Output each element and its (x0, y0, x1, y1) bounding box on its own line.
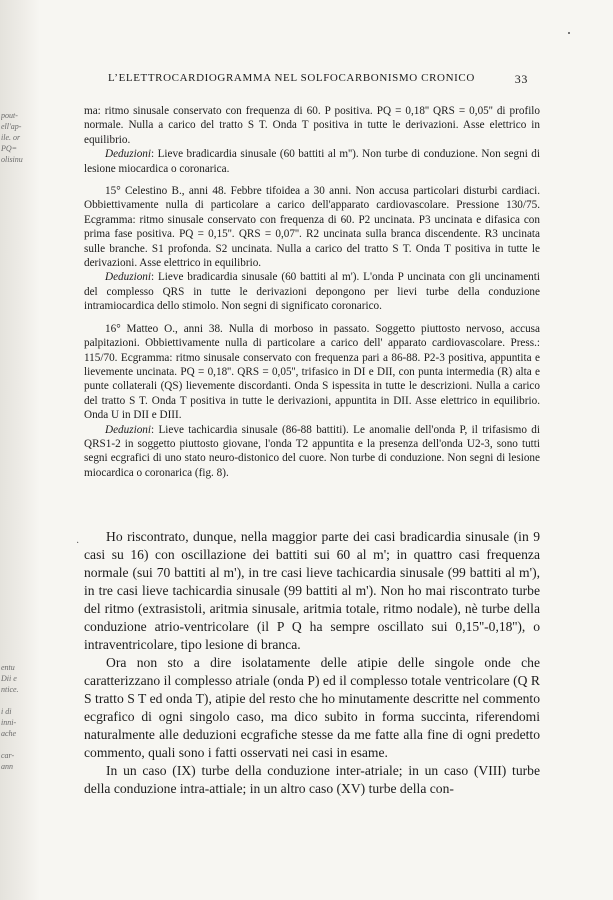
margin-fragment: inni- (1, 718, 17, 727)
margin-fragment: car- (1, 751, 15, 760)
speck (568, 32, 570, 34)
margin-fragment (1, 695, 35, 706)
deduction-label: Deduzioni (105, 271, 151, 284)
margin-fragment (1, 739, 35, 750)
margin-fragment: i di (1, 707, 12, 716)
deduction-paragraph (84, 270, 540, 313)
case-paragraph: 15° Celestino B., anni 48. Febbre tifoidea a 30 anni. Non accusa particolari disturbi cardiaci. Obbiettivamente nulla di particolare a carico dell'apparato cardiovascolare. Pressione 130/75. Ecgramma: ritmo sinusale conservato con frequenza di 60. P2 uncinata. P3 uncinata e difasica con prima fase positiva. PQ = 0,15''. QRS = 0,07''. R2 uncinata sulla branca discendente. R3 uncinata sulle branche. S1 profonda. S2 uncinata. Nulla a carico del tratto S T. Onda T positiva in tutte le derivazioni. Asse elettrico in equilibrio. (84, 185, 540, 270)
margin-mark: · (76, 538, 80, 549)
margin-fragment: entu (1, 663, 15, 672)
report-paragraph: ma: ritmo sinusale conservato con frequenza di 60. P positiva. PQ = 0,18'' QRS = 0,05'' di profilo normale. Nulla a carico del tratto S T. Onda T positiva in tutte le derivazioni. Asse elettrico in equilibrio. (84, 105, 540, 146)
margin-fragment: olisinu (1, 155, 23, 164)
deduction-paragraph (84, 147, 540, 176)
margin-fragment: Dii e (1, 674, 17, 683)
deduction-text: : Lieve bradicardia sinusale (60 battiti al m''). Non turbe di conduzione. Non segni di lesione miocardica o coronarica. (84, 148, 540, 175)
deduction-label: Deduzioni (105, 423, 151, 436)
body-paragraph: Ora non sto a dire isolatamente delle atipie delle singole onde che caratterizzano il complesso atriale (onda P) ed il complesso totale ventricolare (Q R S tratto S T ed onda T), atipie del resto che ho minutamente descritte nel commento ecgrafico di ogni singolo caso, ma dico subito in forma succinta, riferendomi naturalmente alle deduzioni ecgrafiche stesse da me fatte alla fine di ogni predetto commento, quali sono i fatti osservati nei casi in esame. (84, 655, 540, 760)
margin-bleed-top (1, 110, 35, 165)
body-paragraph: In un caso (IX) turbe della conduzione inter-atriale; in un caso (VIII) turbe della conduzione intra-attiale; in un altro caso (XV) turbe della con- (84, 763, 540, 796)
body-paragraph: Ho riscontrato, dunque, nella maggior parte dei casi bradicardia sinusale (in 9 casi su 16) con oscillazione dei battiti sui 60 al m'; in quattro casi frequenza normale (sui 70 battiti al m'), in tre casi lieve tachicardia sinusale (99 battiti al m'), in tre casi lieve tachicardia sinusale (99 battiti al m'). Non ho mai riscontrato turbe del ritmo (extrasistoli, aritmia sinusale, aritmia totale, ritmo nodale), nè turbe della conduzione atrio-ventricolare (il P Q ha sempre oscillato sui 0,15''-0,18''), o intraventricolare, tipo lesione di branca. (84, 529, 540, 652)
discussion-body (84, 528, 540, 798)
deduction-paragraph (84, 423, 540, 481)
page-number: 33 (514, 72, 528, 86)
margin-fragment: pout- (1, 111, 18, 120)
case-paragraph: 16° Matteo O., anni 38. Nulla di morboso in passato. Soggetto piuttosto nervoso, accusa palpitazioni. Obbiettivamente nulla di particolare a carico dell' apparato cardiovascolare. Press.: 115/70. Ecgramma: ritmo sinusale conservato con frequenza pari a 86-88. P2-3 positiva, appuntita e lievemente uncinata. PQ = 0,18''. QRS = 0,05'', trifasico in DI e DII, con punta intermedia (R) alta e punte collaterali (QS) lievemente discordanti. Onda S ispessita in tutte le descrizioni. Nulla a carico del tratto S T. Onda T positiva in tutte le derivazioni, appuntita in DII. Asse elettrico in equilibrio. Onda U in DII e DIII. (84, 322, 540, 422)
deduction-text: : Lieve bradicardia sinusale (60 battiti al m'). L'onda P uncinata con gli uncinamenti del complesso QRS in tutte le derivazioni depongono per lievi turbe della conduzione intramiocardica dello stimolo. Non segni di significato coronarico. (84, 271, 540, 313)
margin-bleed-bottom (1, 662, 35, 772)
deduction-text: : Lieve tachicardia sinusale (86-88 battiti). Le anomalie dell'onda P, il trifasismo di QRS1-2 in soggetto piuttosto giovane, l'onda T2 appuntita e la presenza dell'onda U2-3, sono tutti segni ecgrafici di uno stato neuro-distonico del cuore. Non turbe di conduzione. Non segni di lesione miocardica o coronarica (fig. 8). (84, 423, 540, 479)
running-title: L’ELETTROCARDIOGRAMMA NEL SOLFOCARBONISMO CRONICO (108, 72, 475, 84)
margin-fragment: PQ= (1, 144, 18, 153)
margin-fragment: ann (1, 762, 13, 771)
deduction-label: Deduzioni (105, 148, 151, 161)
margin-fragment: ell'ap- (1, 122, 22, 131)
case-reports (84, 104, 540, 480)
margin-fragment: ache (1, 729, 17, 738)
margin-fragment: ntice. (1, 685, 19, 694)
margin-fragment: ile. or (1, 133, 21, 142)
